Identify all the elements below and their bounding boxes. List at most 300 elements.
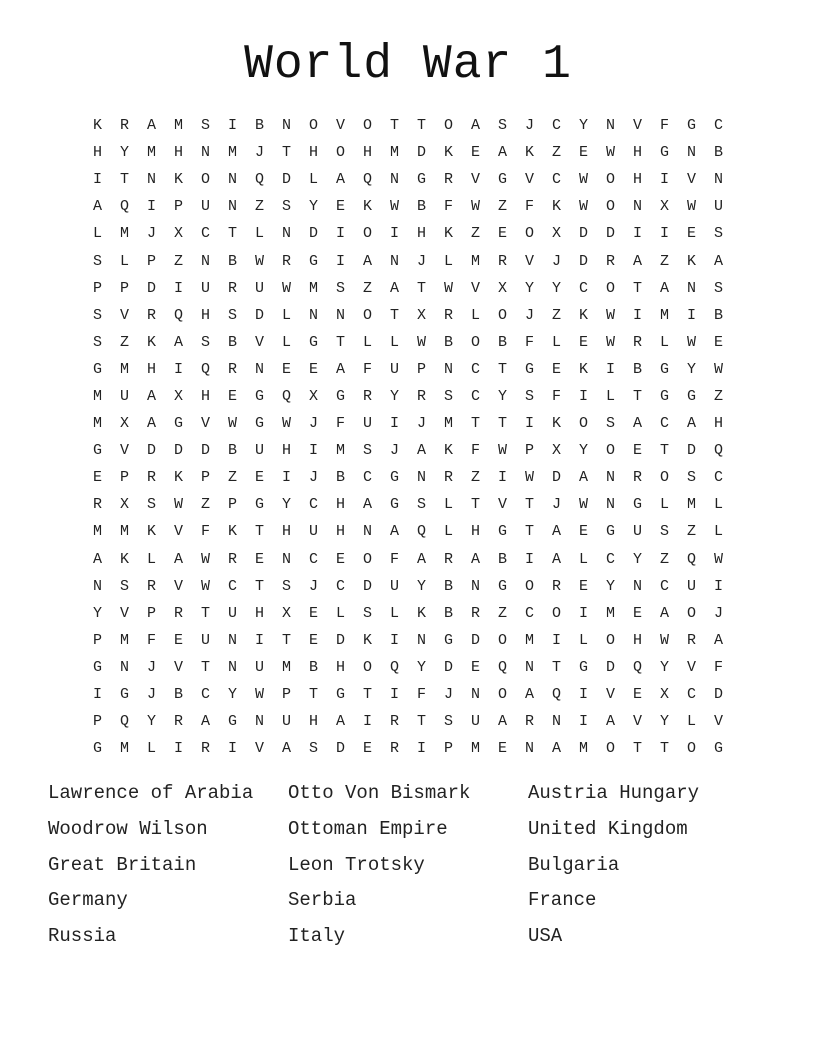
grid-letter: W (254, 686, 264, 704)
grid-letter: T (362, 686, 372, 704)
grid-letter: P (119, 469, 129, 487)
grid-letter: V (497, 496, 507, 514)
grid-letter: N (281, 117, 291, 135)
grid-letter: M (92, 523, 102, 541)
grid-letter: H (200, 306, 210, 324)
grid-letter: I (281, 469, 291, 487)
grid-letter: B (497, 550, 507, 568)
grid-letter: N (470, 686, 480, 704)
grid-letter: R (227, 360, 237, 378)
grid-letter: O (362, 225, 372, 243)
grid-letter: A (146, 387, 156, 405)
grid-letter: Y (227, 686, 237, 704)
grid-letter: D (686, 442, 696, 460)
word-list-item: Great Britain (48, 853, 197, 876)
grid-letter: H (308, 144, 318, 162)
grid-letter: D (470, 631, 480, 649)
grid-letter: C (713, 469, 723, 487)
grid-letter: R (686, 631, 696, 649)
grid-letter: O (659, 469, 669, 487)
grid-letter: P (281, 686, 291, 704)
grid-letter: M (605, 604, 615, 622)
grid-letter: X (659, 686, 669, 704)
grid-letter: L (443, 252, 453, 270)
grid-letter: R (524, 713, 534, 731)
grid-letter: Y (578, 442, 588, 460)
grid-letter: W (416, 333, 426, 351)
grid-letter: A (686, 415, 696, 433)
grid-letter: N (416, 631, 426, 649)
grid-letter: O (578, 415, 588, 433)
grid-letter: S (605, 415, 615, 433)
grid-letter: U (254, 279, 264, 297)
grid-letter: O (605, 740, 615, 758)
grid-letter: K (119, 550, 129, 568)
grid-letter: T (632, 279, 642, 297)
grid-letter: B (173, 686, 183, 704)
grid-letter: G (497, 577, 507, 595)
grid-letter: O (605, 171, 615, 189)
grid-letter: E (227, 387, 237, 405)
grid-letter: W (605, 333, 615, 351)
grid-letter: W (389, 198, 399, 216)
grid-letter: Q (173, 306, 183, 324)
grid-letter: S (335, 279, 345, 297)
grid-letter: X (308, 387, 318, 405)
grid-letter: S (713, 279, 723, 297)
grid-letter: T (227, 225, 237, 243)
grid-letter: Z (200, 496, 210, 514)
grid-row (84, 600, 732, 627)
grid-letter: Q (713, 442, 723, 460)
grid-letter: N (443, 360, 453, 378)
grid-letter: N (335, 306, 345, 324)
grid-letter: G (659, 387, 669, 405)
grid-letter: U (389, 577, 399, 595)
grid-letter: Z (659, 550, 669, 568)
grid-letter: B (713, 306, 723, 324)
grid-letter: J (146, 225, 156, 243)
grid-letter: M (470, 740, 480, 758)
grid-letter: D (254, 306, 264, 324)
grid-letter: T (659, 740, 669, 758)
grid-letter: M (119, 225, 129, 243)
grid-letter: I (227, 117, 237, 135)
grid-letter: A (659, 279, 669, 297)
grid-letter: W (686, 198, 696, 216)
grid-letter: A (173, 550, 183, 568)
grid-letter: K (443, 144, 453, 162)
grid-letter: D (362, 577, 372, 595)
grid-letter: C (200, 686, 210, 704)
grid-letter: T (389, 306, 399, 324)
grid-letter: F (146, 631, 156, 649)
grid-letter: I (389, 415, 399, 433)
grid-letter: A (335, 171, 345, 189)
grid-letter: J (524, 306, 534, 324)
grid-row (84, 573, 732, 600)
grid-letter: W (281, 415, 291, 433)
grid-letter: C (470, 360, 480, 378)
grid-letter: L (443, 496, 453, 514)
grid-letter: I (416, 740, 426, 758)
grid-letter: O (470, 333, 480, 351)
grid-letter: V (173, 658, 183, 676)
grid-row (84, 112, 732, 139)
grid-letter: O (362, 658, 372, 676)
grid-row (84, 410, 732, 437)
grid-letter: I (524, 550, 534, 568)
grid-letter: I (686, 306, 696, 324)
letter-grid (84, 112, 732, 762)
grid-letter: T (119, 171, 129, 189)
grid-letter: D (416, 144, 426, 162)
grid-letter: T (632, 740, 642, 758)
grid-letter: R (92, 496, 102, 514)
grid-letter: L (281, 306, 291, 324)
word-list-item: France (528, 889, 597, 912)
grid-letter: B (227, 442, 237, 460)
grid-letter: Q (551, 686, 561, 704)
grid-letter: G (389, 496, 399, 514)
grid-letter: I (524, 415, 534, 433)
grid-letter: F (713, 658, 723, 676)
grid-letter: W (524, 469, 534, 487)
grid-letter: G (443, 631, 453, 649)
grid-letter: Y (524, 279, 534, 297)
grid-letter: T (200, 604, 210, 622)
grid-letter: O (605, 631, 615, 649)
grid-letter: H (92, 144, 102, 162)
grid-letter: I (308, 442, 318, 460)
grid-letter: O (335, 144, 345, 162)
grid-letter: O (497, 686, 507, 704)
grid-letter: L (389, 604, 399, 622)
grid-letter: L (686, 713, 696, 731)
grid-letter: Y (119, 144, 129, 162)
grid-letter: I (389, 225, 399, 243)
grid-letter: S (92, 306, 102, 324)
grid-letter: I (335, 252, 345, 270)
grid-letter: U (281, 713, 291, 731)
grid-letter: I (659, 171, 669, 189)
grid-letter: L (146, 550, 156, 568)
grid-letter: R (146, 306, 156, 324)
grid-letter: W (605, 144, 615, 162)
grid-letter: W (173, 496, 183, 514)
grid-letter: D (308, 225, 318, 243)
grid-row (84, 275, 732, 302)
grid-letter: V (524, 171, 534, 189)
grid-letter: L (551, 333, 561, 351)
grid-letter: M (119, 631, 129, 649)
grid-letter: N (416, 469, 426, 487)
grid-letter: C (335, 577, 345, 595)
grid-letter: B (713, 144, 723, 162)
grid-letter: J (308, 469, 318, 487)
grid-letter: L (659, 496, 669, 514)
grid-letter: G (686, 117, 696, 135)
grid-letter: L (713, 523, 723, 541)
grid-letter: G (659, 360, 669, 378)
grid-letter: C (524, 604, 534, 622)
grid-letter: N (605, 496, 615, 514)
grid-letter: J (416, 252, 426, 270)
grid-letter: P (173, 198, 183, 216)
grid-letter: A (632, 252, 642, 270)
grid-letter: W (659, 631, 669, 649)
grid-letter: Y (389, 387, 399, 405)
grid-letter: H (335, 658, 345, 676)
grid-letter: R (497, 252, 507, 270)
grid-letter: Z (686, 523, 696, 541)
grid-letter: F (470, 442, 480, 460)
grid-letter: K (443, 225, 453, 243)
grid-row (84, 681, 732, 708)
grid-letter: W (578, 496, 588, 514)
grid-letter: Y (605, 577, 615, 595)
grid-letter: U (470, 713, 480, 731)
grid-letter: Y (497, 387, 507, 405)
grid-letter: I (227, 740, 237, 758)
grid-letter: A (335, 713, 345, 731)
grid-letter: Q (389, 658, 399, 676)
grid-letter: H (254, 604, 264, 622)
grid-letter: R (146, 469, 156, 487)
grid-letter: R (389, 713, 399, 731)
grid-letter: K (443, 442, 453, 460)
grid-letter: W (200, 577, 210, 595)
grid-letter: H (416, 225, 426, 243)
grid-letter: Z (254, 198, 264, 216)
grid-letter: A (416, 442, 426, 460)
grid-row (84, 356, 732, 383)
grid-letter: H (362, 144, 372, 162)
grid-letter: M (389, 144, 399, 162)
grid-letter: G (659, 144, 669, 162)
grid-letter: T (416, 713, 426, 731)
grid-letter: V (713, 713, 723, 731)
grid-letter: G (254, 387, 264, 405)
grid-letter: Q (119, 713, 129, 731)
grid-letter: W (227, 415, 237, 433)
grid-letter: S (200, 333, 210, 351)
grid-letter: R (200, 740, 210, 758)
grid-letter: A (713, 631, 723, 649)
grid-letter: Y (578, 117, 588, 135)
grid-letter: K (146, 333, 156, 351)
grid-letter: M (335, 442, 345, 460)
grid-letter: T (254, 577, 264, 595)
grid-letter: B (227, 252, 237, 270)
grid-letter: K (146, 523, 156, 541)
grid-letter: K (362, 198, 372, 216)
grid-letter: E (551, 360, 561, 378)
grid-letter: R (227, 550, 237, 568)
grid-letter: R (119, 117, 129, 135)
grid-letter: V (524, 252, 534, 270)
grid-letter: M (686, 496, 696, 514)
grid-letter: B (497, 333, 507, 351)
grid-letter: P (119, 279, 129, 297)
grid-letter: J (146, 658, 156, 676)
grid-letter: R (632, 469, 642, 487)
grid-letter: M (281, 658, 291, 676)
grid-letter: V (470, 279, 480, 297)
grid-letter: L (470, 306, 480, 324)
grid-letter: V (173, 523, 183, 541)
grid-letter: V (119, 604, 129, 622)
grid-letter: Z (497, 198, 507, 216)
grid-letter: J (443, 686, 453, 704)
grid-letter: P (92, 631, 102, 649)
grid-letter: G (254, 415, 264, 433)
grid-letter: Z (173, 252, 183, 270)
grid-row (84, 627, 732, 654)
grid-letter: V (335, 117, 345, 135)
grid-letter: I (146, 198, 156, 216)
grid-row (84, 518, 732, 545)
grid-letter: N (281, 550, 291, 568)
grid-letter: A (173, 333, 183, 351)
grid-letter: Z (659, 252, 669, 270)
grid-letter: P (443, 740, 453, 758)
grid-letter: G (92, 658, 102, 676)
grid-letter: U (308, 523, 318, 541)
grid-letter: O (497, 631, 507, 649)
grid-letter: N (605, 117, 615, 135)
grid-letter: W (605, 306, 615, 324)
grid-letter: S (524, 387, 534, 405)
grid-letter: R (389, 740, 399, 758)
grid-letter: I (173, 360, 183, 378)
grid-letter: N (713, 171, 723, 189)
grid-letter: D (443, 658, 453, 676)
grid-letter: S (362, 442, 372, 460)
grid-letter: I (632, 225, 642, 243)
grid-letter: C (470, 387, 480, 405)
grid-letter: N (632, 198, 642, 216)
grid-letter: H (632, 631, 642, 649)
word-list-item: Russia (48, 925, 117, 948)
grid-letter: W (497, 442, 507, 460)
grid-letter: Y (686, 360, 696, 378)
grid-letter: A (605, 713, 615, 731)
grid-letter: C (659, 415, 669, 433)
grid-letter: T (497, 415, 507, 433)
grid-letter: O (551, 604, 561, 622)
grid-letter: T (200, 658, 210, 676)
grid-letter: U (200, 198, 210, 216)
grid-row (84, 464, 732, 491)
word-list-item: Lawrence of Arabia (48, 782, 254, 804)
grid-letter: E (632, 442, 642, 460)
grid-letter: H (308, 713, 318, 731)
grid-letter: W (578, 198, 588, 216)
grid-letter: R (443, 171, 453, 189)
grid-letter: R (416, 387, 426, 405)
grid-letter: Y (281, 496, 291, 514)
grid-letter: A (659, 604, 669, 622)
grid-letter: D (578, 252, 588, 270)
grid-letter: F (659, 117, 669, 135)
grid-letter: A (551, 740, 561, 758)
grid-letter: U (686, 577, 696, 595)
word-list-item: Germany (48, 889, 128, 912)
grid-letter: G (335, 686, 345, 704)
grid-letter: X (173, 225, 183, 243)
grid-letter: R (470, 604, 480, 622)
grid-row (84, 193, 732, 220)
grid-letter: G (713, 740, 723, 758)
grid-letter: E (497, 225, 507, 243)
grid-letter: L (443, 523, 453, 541)
grid-letter: Z (551, 306, 561, 324)
grid-letter: X (551, 225, 561, 243)
grid-letter: I (389, 631, 399, 649)
word-list-item: Otto Von Bismark (288, 782, 471, 804)
grid-row (84, 329, 732, 356)
grid-letter: D (335, 740, 345, 758)
grid-letter: E (335, 198, 345, 216)
grid-letter: G (416, 171, 426, 189)
grid-letter: J (146, 686, 156, 704)
grid-letter: M (146, 144, 156, 162)
grid-letter: C (686, 686, 696, 704)
grid-letter: P (92, 279, 102, 297)
grid-letter: L (659, 333, 669, 351)
grid-letter: Q (686, 550, 696, 568)
grid-letter: M (443, 415, 453, 433)
grid-letter: E (254, 469, 264, 487)
grid-letter: K (578, 306, 588, 324)
grid-letter: G (119, 686, 129, 704)
grid-letter: Q (119, 198, 129, 216)
grid-letter: E (308, 360, 318, 378)
grid-letter: T (497, 360, 507, 378)
grid-letter: R (551, 577, 561, 595)
grid-letter: R (443, 306, 453, 324)
grid-letter: Q (362, 171, 372, 189)
grid-letter: N (281, 225, 291, 243)
grid-letter: A (281, 740, 291, 758)
grid-letter: H (281, 442, 291, 460)
grid-row (84, 247, 732, 274)
grid-letter: P (416, 360, 426, 378)
grid-letter: L (92, 225, 102, 243)
grid-letter: D (146, 442, 156, 460)
grid-letter: Q (416, 523, 426, 541)
grid-letter: O (605, 442, 615, 460)
grid-letter: H (632, 171, 642, 189)
grid-letter: R (146, 577, 156, 595)
grid-letter: K (92, 117, 102, 135)
grid-letter: J (254, 144, 264, 162)
grid-letter: M (308, 279, 318, 297)
grid-letter: X (551, 442, 561, 460)
grid-letter: F (443, 198, 453, 216)
grid-letter: I (659, 225, 669, 243)
grid-letter: E (713, 333, 723, 351)
grid-letter: Y (146, 713, 156, 731)
grid-letter: O (524, 577, 534, 595)
grid-letter: I (173, 279, 183, 297)
grid-letter: T (470, 415, 480, 433)
grid-letter: D (713, 686, 723, 704)
grid-letter: M (119, 523, 129, 541)
grid-letter: A (551, 550, 561, 568)
grid-letter: O (200, 171, 210, 189)
